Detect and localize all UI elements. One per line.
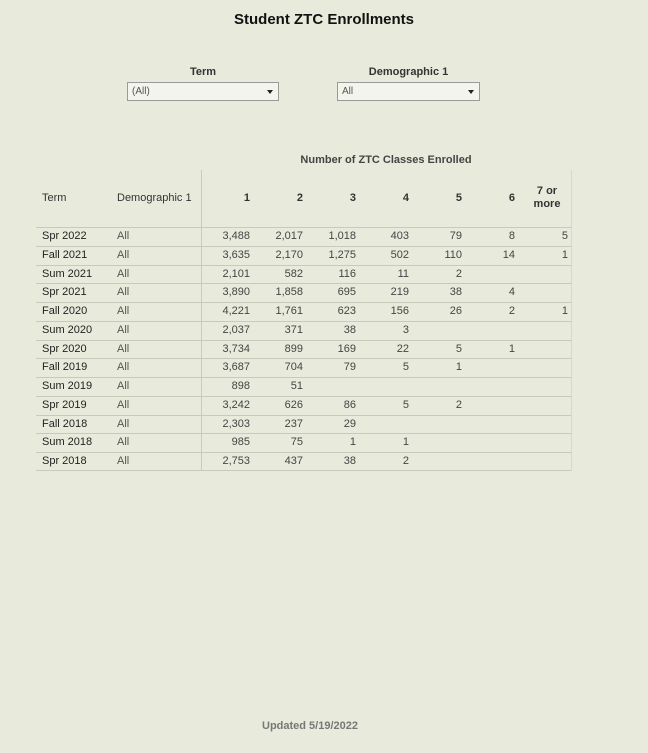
table-row <box>36 377 572 396</box>
value-cell: 237 <box>284 418 303 430</box>
term-dropdown-value: (All) <box>132 86 150 97</box>
column-header-2: 2 <box>296 192 303 204</box>
demographic-column-header: Demographic 1 <box>117 192 192 204</box>
value-cell: 4 <box>508 286 515 298</box>
table-row <box>36 227 572 246</box>
value-cell: 1 <box>349 436 356 448</box>
value-cell: 3 <box>402 324 409 336</box>
value-cell: 38 <box>343 455 356 467</box>
term-column-header: Term <box>42 192 67 204</box>
value-cell: 5 <box>402 361 409 373</box>
demographic-cell: All <box>117 343 130 355</box>
value-cell: 2,753 <box>222 455 250 467</box>
value-cell: 11 <box>397 268 409 280</box>
table-row <box>36 340 572 359</box>
table-right-border <box>571 170 572 471</box>
term-cell: Sum 2019 <box>42 380 93 392</box>
value-cell: 2,170 <box>275 249 303 261</box>
table-row <box>36 452 572 471</box>
value-cell: 79 <box>343 361 356 373</box>
value-cell: 2 <box>402 455 409 467</box>
value-cell: 1 <box>561 249 568 261</box>
table-row <box>36 396 572 415</box>
value-cell: 14 <box>502 249 515 261</box>
value-cell: 2,037 <box>222 324 250 336</box>
updated-timestamp: Updated 5/19/2022 <box>262 720 358 732</box>
value-cell: 3,488 <box>222 230 250 242</box>
table-row <box>36 321 572 340</box>
table-row <box>36 265 572 284</box>
value-cell: 38 <box>449 286 462 298</box>
demographic-cell: All <box>117 305 130 317</box>
term-cell: Fall 2018 <box>42 418 88 430</box>
term-cell: Spr 2022 <box>42 230 87 242</box>
term-cell: Fall 2019 <box>42 361 88 373</box>
value-cell: 79 <box>449 230 462 242</box>
demographic-cell: All <box>117 380 130 392</box>
demographic-dropdown[interactable] <box>337 82 480 101</box>
demographic-cell: All <box>117 249 130 261</box>
value-cell: 38 <box>343 324 356 336</box>
value-cell: 51 <box>290 380 303 392</box>
value-cell: 1 <box>402 436 409 448</box>
value-cell: 582 <box>284 268 303 280</box>
value-cell: 1,858 <box>275 286 303 298</box>
demographic-cell: All <box>117 399 130 411</box>
value-cell: 75 <box>290 436 303 448</box>
demographic-cell: All <box>117 324 130 336</box>
header-divider <box>201 170 202 471</box>
value-cell: 3,242 <box>222 399 250 411</box>
value-cell: 898 <box>231 380 250 392</box>
value-cell: 2,101 <box>222 268 250 280</box>
value-cell: 2,017 <box>275 230 303 242</box>
value-cell: 2 <box>508 305 515 317</box>
value-cell: 4,221 <box>222 305 250 317</box>
value-cell: 2 <box>455 399 462 411</box>
value-cell: 1 <box>561 305 568 317</box>
value-cell: 695 <box>337 286 356 298</box>
value-cell: 1 <box>455 361 462 373</box>
value-cell: 502 <box>390 249 409 261</box>
demographic-cell: All <box>117 455 130 467</box>
demographic-cell: All <box>117 418 130 430</box>
value-cell: 26 <box>449 305 462 317</box>
table-row <box>36 358 572 377</box>
value-cell: 2,303 <box>222 418 250 430</box>
value-cell: 623 <box>337 305 356 317</box>
value-cell: 371 <box>284 324 303 336</box>
term-cell: Spr 2021 <box>42 286 87 298</box>
value-cell: 1,275 <box>328 249 356 261</box>
table-header <box>36 170 572 226</box>
column-header-7: 7 or more <box>533 185 561 210</box>
column-header-6: 6 <box>508 192 515 204</box>
value-cell: 3,687 <box>222 361 250 373</box>
value-cell: 219 <box>390 286 409 298</box>
demographic-cell: All <box>117 230 130 242</box>
value-cell: 116 <box>338 268 356 280</box>
value-cell: 5 <box>455 343 462 355</box>
value-cell: 985 <box>231 436 250 448</box>
value-cell: 22 <box>396 343 409 355</box>
term-cell: Fall 2021 <box>42 249 88 261</box>
table-row <box>36 415 572 434</box>
value-cell: 3,635 <box>222 249 250 261</box>
term-cell: Spr 2018 <box>42 455 87 467</box>
table-row <box>36 283 572 302</box>
value-cell: 704 <box>284 361 303 373</box>
column-group-header: Number of ZTC Classes Enrolled <box>300 154 472 166</box>
demographic-cell: All <box>117 286 130 298</box>
page-title: Student ZTC Enrollments <box>234 11 414 28</box>
column-header-5: 5 <box>455 192 462 204</box>
value-cell: 156 <box>390 305 409 317</box>
table-row <box>36 433 572 452</box>
value-cell: 3,734 <box>222 343 250 355</box>
demographic-cell: All <box>117 268 130 280</box>
demographic-filter-label: Demographic 1 <box>368 66 449 78</box>
chevron-down-icon <box>468 90 474 94</box>
value-cell: 29 <box>343 418 356 430</box>
value-cell: 86 <box>343 399 356 411</box>
term-cell: Sum 2018 <box>42 436 93 448</box>
value-cell: 110 <box>444 249 462 261</box>
value-cell: 1,018 <box>328 230 356 242</box>
value-cell: 403 <box>390 230 409 242</box>
value-cell: 5 <box>402 399 409 411</box>
term-cell: Spr 2019 <box>42 399 87 411</box>
table-row <box>36 302 572 321</box>
value-cell: 626 <box>284 399 303 411</box>
demographic-filter <box>337 66 480 101</box>
value-cell: 169 <box>337 343 356 355</box>
value-cell: 3,890 <box>222 286 250 298</box>
value-cell: 1 <box>508 343 515 355</box>
column-header-3: 3 <box>349 192 356 204</box>
value-cell: 1,761 <box>275 305 303 317</box>
value-cell: 2 <box>455 268 462 280</box>
term-cell: Sum 2021 <box>42 268 93 280</box>
term-filter <box>127 66 279 101</box>
term-filter-label: Term <box>189 66 217 78</box>
term-cell: Spr 2020 <box>42 343 87 355</box>
term-cell: Sum 2020 <box>42 324 93 336</box>
demographic-cell: All <box>117 436 130 448</box>
term-dropdown[interactable] <box>127 82 279 101</box>
demographic-cell: All <box>117 361 130 373</box>
column-header-4: 4 <box>402 192 409 204</box>
table-row <box>36 246 572 265</box>
term-cell: Fall 2020 <box>42 305 88 317</box>
demographic-dropdown-value: All <box>342 86 354 97</box>
value-cell: 437 <box>284 455 303 467</box>
column-header-1: 1 <box>243 192 250 204</box>
chevron-down-icon <box>267 90 273 94</box>
value-cell: 5 <box>561 230 568 242</box>
value-cell: 8 <box>508 230 515 242</box>
value-cell: 899 <box>284 343 303 355</box>
